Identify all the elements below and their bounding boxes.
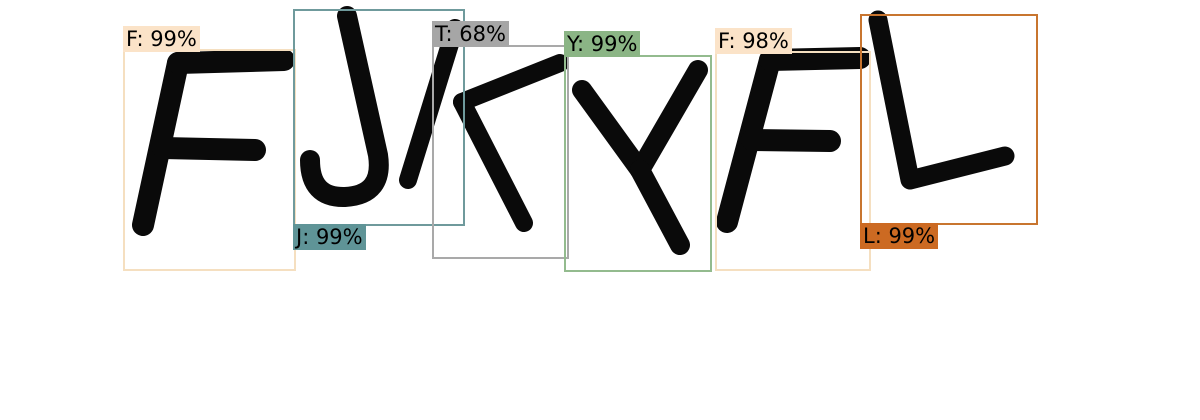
bounding-box-f-2 bbox=[715, 51, 871, 271]
detection-label-j: J: 99% bbox=[293, 224, 366, 250]
bounding-box-y bbox=[564, 55, 712, 272]
bounding-box-f-1 bbox=[123, 49, 296, 271]
detection-label-f-1: F: 99% bbox=[123, 26, 200, 52]
detection-label-f-2: F: 98% bbox=[715, 28, 792, 54]
detection-label-t: T: 68% bbox=[432, 21, 509, 47]
detection-label-y: Y: 99% bbox=[564, 31, 640, 57]
detection-label-l: L: 99% bbox=[860, 223, 938, 249]
bounding-box-l bbox=[860, 14, 1038, 225]
bounding-box-t bbox=[432, 45, 569, 259]
